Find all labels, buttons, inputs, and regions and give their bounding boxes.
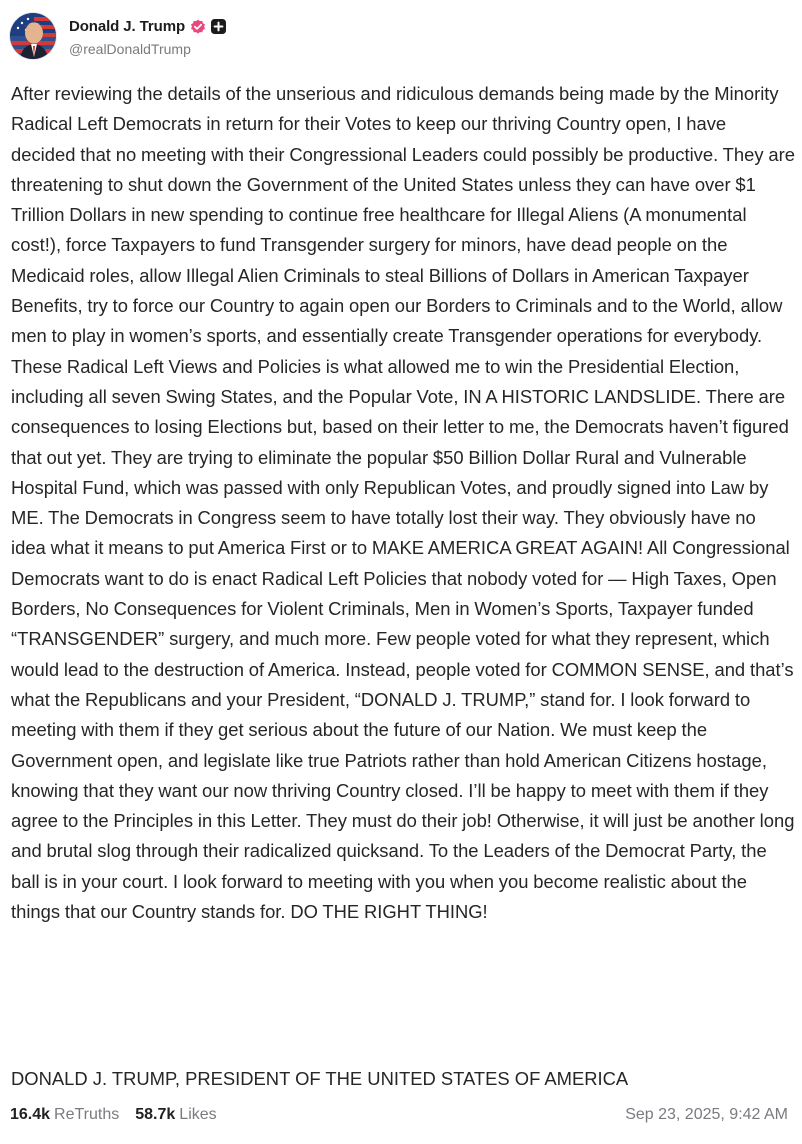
likes-count: 58.7k (135, 1106, 176, 1123)
author-name[interactable]: Donald J. Trump (69, 18, 186, 35)
author-block (69, 16, 226, 57)
likes-stat[interactable] (135, 1106, 216, 1124)
author-handle[interactable]: @realDonaldTrump (69, 40, 191, 57)
avatar-image (10, 13, 56, 59)
engagement-stats (10, 1106, 217, 1124)
retruths-stat[interactable] (10, 1106, 119, 1124)
verified-badge-icon (190, 19, 206, 35)
post-signature: DONALD J. TRUMP, PRESIDENT OF THE UNITED STATES OF AMERICA (11, 1068, 629, 1089)
retruths-count: 16.4k (10, 1106, 51, 1123)
likes-label: Likes (179, 1106, 217, 1123)
post-footer (0, 1098, 802, 1136)
avatar[interactable] (10, 13, 56, 59)
post-body: After reviewing the details of the unserious and ridiculous demands being made by the Minority Radical Left Democrats in return for their Votes to keep our thriving Country open, I have decided that no meeting with their Congressional Leaders could possibly be productive. They are threatening to shut down the Government of the United States unless they can have over $1 Trillion Dollars in new spending to continue free healthcare for Illegal Aliens (A monumental cost!), force Taxpayers to fund Transgender surgery for minors, have dead people on the Medicaid roles, allow Illegal Alien Criminals to steal Billions of Dollars in American Taxpayer Benefits, try to force our Country to again open our Borders to Criminals and to the World, allow men to play in women’s sports, and essentially create Transgender operations for everybody. These Radical Left Views and Policies is what allowed me to win the Presidential Election, including all seven Swing States, and the Popular Vote, IN A HISTORIC LANDSLIDE. There are consequences to losing Elections but, based on their letter to me, the Democrats haven’t figured that out yet. They are trying to eliminate the popular $50 Billion Dollar Rural and Vulnerable Hospital Fund, which was passed with only Republican Votes, and proudly signed into Law by ME. The Democrats in Congress seem to have totally lost their way. They obviously have no idea what it means to put America First or to MAKE AMERICA GREAT AGAIN! All Congressional Democrats want to do is enact Radical Left Policies that nobody voted for — High Taxes, Open Borders, No Consequences for Violent Criminals, Men in Women’s Sports, Taxpayer funded “TRANSGENDER” surgery, and much more. Few people voted for what they represent, which would lead to the destruction of America. Instead, people voted for COMMON SENSE, and that’s what the Republicans and your President, “DONALD J. TRUMP,” stand for. I look forward to meeting with them if they get serious about the future of our Nation. We must keep the Government open, and legislate like true Patriots rather than hold American Citizens hostage, knowing that they want our now thriving Country closed. I’ll be happy to meet with them if they agree to the Principles in this Letter. They must do their job! Otherwise, it will just be another long and brutal slog through their radicalized quicksand. To the Leaders of the Democrat Party, the ball is in your court. I look forward to meeting with you when you become realistic about the things that our Country stands for. DO THE RIGHT THING! (11, 83, 795, 923)
plus-badge-icon (211, 19, 226, 34)
post-timestamp[interactable]: Sep 23, 2025, 9:42 AM (625, 1106, 788, 1123)
post-header (10, 12, 226, 60)
retruths-label: ReTruths (54, 1106, 120, 1123)
author-name-row (69, 16, 226, 38)
